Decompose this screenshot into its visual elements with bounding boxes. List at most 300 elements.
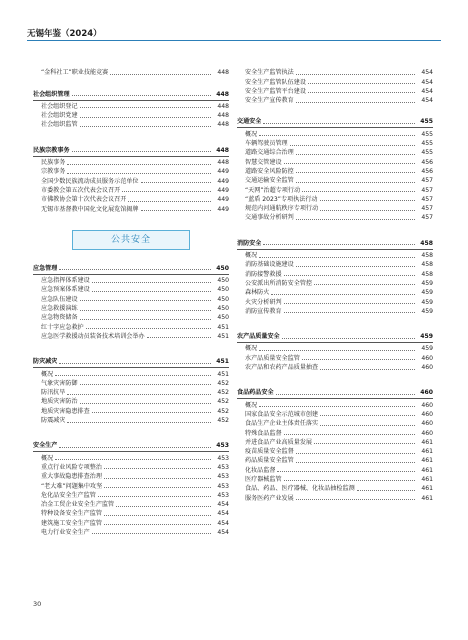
entry-page: 454 xyxy=(217,528,229,536)
dot-leader xyxy=(141,182,212,183)
toc-group xyxy=(33,264,229,537)
entry-title: 农产品和农药产品质量抽查 xyxy=(245,364,319,372)
entry-page: 448 xyxy=(217,121,229,129)
toc-entry xyxy=(237,260,433,269)
entry-page: 458 xyxy=(421,270,433,278)
entry-title: 应急指挥体系建设 xyxy=(41,277,90,285)
entry-title: 特种设备安全生产监管 xyxy=(41,510,102,518)
entry-title: 概况 xyxy=(245,130,258,138)
dot-leader xyxy=(104,478,211,479)
toc-entry xyxy=(237,87,433,96)
entry-page: 460 xyxy=(421,354,433,362)
toc-entry xyxy=(33,176,229,185)
entry-title: 食品生产企业主体责任落实 xyxy=(245,420,319,428)
entry-title: 重大事故隐患排查治理 xyxy=(41,473,102,481)
toc-section xyxy=(33,264,229,341)
toc-entry xyxy=(237,213,433,222)
dot-leader xyxy=(147,337,211,338)
dot-leader xyxy=(116,506,211,507)
toc-group xyxy=(33,89,229,213)
dot-leader xyxy=(290,145,415,146)
dot-leader xyxy=(284,163,415,164)
entry-title: 概况 xyxy=(245,345,258,353)
entry-page: 459 xyxy=(421,298,433,306)
entry-page: 461 xyxy=(421,475,433,483)
toc-entry xyxy=(237,176,433,185)
entry-title: 安全生产监管队伍建设 xyxy=(245,78,306,86)
entry-page: 460 xyxy=(421,420,433,428)
dot-leader xyxy=(320,415,415,416)
dot-leader xyxy=(104,468,211,469)
entry-page: 456 xyxy=(421,158,433,166)
toc-entry xyxy=(237,204,433,213)
dot-leader xyxy=(296,499,415,500)
entry-page: 459 xyxy=(421,289,433,297)
toc-section-heading xyxy=(237,238,433,247)
entry-title: 气象灾害防御 xyxy=(41,379,78,387)
entry-title: 医疗器械监管 xyxy=(245,475,282,483)
entry-title: 应急医学救援动员装备技术培训会举办 xyxy=(41,332,145,340)
toc-entry xyxy=(237,344,433,353)
entry-title: 水产品质量安全监管 xyxy=(245,354,300,362)
entry-title: 消防安全 xyxy=(237,239,262,247)
entry-title: “老大难”问题集中攻坚 xyxy=(41,482,103,490)
toc-entry xyxy=(33,453,229,462)
dot-leader xyxy=(296,102,415,103)
entry-page: 461 xyxy=(421,494,433,502)
toc-entry xyxy=(237,167,433,176)
entry-page: 452 xyxy=(217,407,229,415)
entry-title: 食品、药品、医疗器械、化妆品抽检监测 xyxy=(245,485,355,493)
toc-entry xyxy=(237,139,433,148)
section-heading-wrap xyxy=(33,145,229,156)
entry-title: 安全生产监管平台建设 xyxy=(245,87,306,95)
entry-title: 特殊食品监督 xyxy=(245,429,282,437)
toc-entry xyxy=(33,406,229,415)
toc-section xyxy=(237,332,433,372)
dot-leader xyxy=(86,328,211,329)
entry-page: 453 xyxy=(217,491,229,499)
entry-title: 社会组织监管 xyxy=(41,121,78,129)
entry-title: 公安派出所消防安全管控 xyxy=(245,279,313,287)
section-heading-wrap xyxy=(237,332,433,343)
entry-title: 应急救援演练 xyxy=(41,305,78,313)
entry-title: 服务医药产业发展 xyxy=(245,494,294,502)
entry-page: 457 xyxy=(421,177,433,185)
dot-leader xyxy=(80,403,211,404)
entry-page: 459 xyxy=(421,345,433,353)
dot-leader xyxy=(80,384,211,385)
dot-leader xyxy=(67,394,211,395)
toc-entry xyxy=(237,279,433,288)
dot-leader xyxy=(72,151,211,152)
entry-title: 应急预案体系建设 xyxy=(41,286,90,294)
toc-group xyxy=(237,117,433,502)
toc-entry xyxy=(237,465,433,474)
chapter-banner: 公共安全 xyxy=(72,230,190,250)
entry-title: 森林防火 xyxy=(245,289,270,297)
toc-entry xyxy=(237,251,433,260)
entry-page: 455 xyxy=(421,130,433,138)
entry-title: 社会组织党建 xyxy=(41,112,78,120)
dot-leader xyxy=(320,369,415,370)
entry-page: 453 xyxy=(217,454,229,462)
section-heading-wrap xyxy=(237,117,433,128)
toc-section xyxy=(237,117,433,222)
entry-page: 449 xyxy=(217,186,229,194)
running-header: 无锡年鉴（2024） xyxy=(27,29,102,39)
entry-page: 450 xyxy=(217,277,229,285)
entry-page: 460 xyxy=(421,410,433,418)
entry-title: 交通安全 xyxy=(237,118,262,126)
dot-leader xyxy=(296,182,415,183)
entry-title: 防汛抗旱 xyxy=(41,389,66,397)
toc-section xyxy=(237,68,433,105)
entry-page: 451 xyxy=(217,370,229,378)
entry-title: 智慧交管建设 xyxy=(245,158,282,166)
toc-entry xyxy=(33,313,229,322)
entry-page: 461 xyxy=(421,438,433,446)
toc-entry xyxy=(33,120,229,129)
toc-section-heading xyxy=(33,145,229,154)
entry-title: 安全生产监管执法 xyxy=(245,69,294,77)
entry-title: 社会组织管理 xyxy=(33,90,70,98)
entry-title: 概况 xyxy=(245,252,258,260)
entry-page: 450 xyxy=(216,264,229,272)
entry-title: 危化品安全生产监管 xyxy=(41,491,96,499)
entry-title: 电力行业安全生产 xyxy=(41,528,90,536)
dot-leader xyxy=(80,300,211,301)
toc-entry xyxy=(33,481,229,490)
entry-title: “金科社工”职业技能竞赛 xyxy=(41,69,109,77)
dot-leader xyxy=(296,266,415,267)
entry-title: 地质灾害隐患排查 xyxy=(41,407,90,415)
entry-page: 458 xyxy=(420,239,433,247)
toc-entry xyxy=(237,148,433,157)
dot-leader xyxy=(284,312,415,313)
toc-entry xyxy=(33,518,229,527)
entry-title: 建筑施工安全生产监管 xyxy=(41,519,102,527)
entry-page: 448 xyxy=(216,90,229,98)
entry-page: 456 xyxy=(421,167,433,175)
entry-title: 应急管理 xyxy=(33,264,58,272)
dot-leader xyxy=(55,375,211,376)
toc-section-heading xyxy=(237,117,433,126)
entry-page: 451 xyxy=(217,332,229,340)
dot-leader xyxy=(308,83,415,84)
dot-leader xyxy=(122,191,211,192)
dot-leader xyxy=(284,480,415,481)
dot-leader xyxy=(104,515,211,516)
entry-title: 火灾分析研判 xyxy=(245,298,282,306)
dot-leader xyxy=(80,310,211,311)
entry-page: 457 xyxy=(421,214,433,222)
toc-entry xyxy=(33,369,229,378)
entry-title: 农产品质量安全 xyxy=(237,333,280,341)
toc-entry xyxy=(33,167,229,176)
dot-leader xyxy=(282,338,415,339)
dot-leader xyxy=(128,201,211,202)
entry-page: 455 xyxy=(421,149,433,157)
dot-leader xyxy=(98,496,211,497)
toc-entry xyxy=(237,68,433,77)
section-heading-wrap xyxy=(237,238,433,249)
dot-leader xyxy=(67,173,211,174)
toc-entry xyxy=(33,528,229,537)
dot-leader xyxy=(277,471,415,472)
dot-leader xyxy=(320,200,415,201)
entry-page: 450 xyxy=(217,286,229,294)
dot-leader xyxy=(284,434,415,435)
entry-page: 460 xyxy=(421,364,433,372)
dot-leader xyxy=(92,412,211,413)
entry-page: 448 xyxy=(217,112,229,120)
entry-title: 规范内河通航秩序专项行动 xyxy=(245,205,319,213)
toc-entry xyxy=(33,204,229,213)
dot-leader xyxy=(357,490,415,491)
toc-entry xyxy=(33,388,229,397)
entry-page: 448 xyxy=(217,69,229,77)
toc-entry xyxy=(237,428,433,437)
entry-title: 应急队伍建设 xyxy=(41,295,78,303)
dot-leader xyxy=(259,350,415,351)
dot-leader xyxy=(92,533,211,534)
toc-entry xyxy=(237,456,433,465)
section-heading-wrap xyxy=(33,89,229,100)
dot-leader xyxy=(302,191,415,192)
entry-title: 重点行业风险专项整治 xyxy=(41,463,102,471)
entry-title: 社会组织登记 xyxy=(41,102,78,110)
toc-entry xyxy=(33,332,229,341)
toc-section-heading xyxy=(33,264,229,273)
dot-leader xyxy=(80,126,211,127)
entry-title: 民族宗教事务 xyxy=(33,146,70,154)
entry-title: 道路安全风险防控 xyxy=(245,167,294,175)
toc-entry xyxy=(237,353,433,362)
toc-section-heading xyxy=(33,441,229,450)
entry-title: 并进食品产业高质量发展 xyxy=(245,438,313,446)
dot-leader xyxy=(320,210,415,211)
dot-leader xyxy=(59,447,211,448)
entry-title: 化妆品监督 xyxy=(245,466,276,474)
dot-leader xyxy=(141,210,212,211)
dot-leader xyxy=(55,459,211,460)
entry-page: 452 xyxy=(217,379,229,387)
dot-leader xyxy=(296,453,415,454)
section-heading-wrap xyxy=(33,441,229,452)
dot-leader xyxy=(296,74,415,75)
dot-leader xyxy=(59,269,211,270)
entry-page: 452 xyxy=(217,417,229,425)
entry-title: 冶金工贸企业安全生产监管 xyxy=(41,501,115,509)
toc-entry xyxy=(237,363,433,372)
entry-page: 454 xyxy=(421,97,433,105)
entry-page: 450 xyxy=(217,305,229,313)
section-heading-wrap xyxy=(237,388,433,399)
dot-leader xyxy=(104,487,211,488)
entry-title: “蓝盾 2023”专项执法行动 xyxy=(245,195,318,203)
toc-entry xyxy=(237,288,433,297)
dot-leader xyxy=(308,92,415,93)
entry-title: 概况 xyxy=(41,454,54,462)
entry-page: 454 xyxy=(217,510,229,518)
entry-title: 市委教会第五次代表会议召开 xyxy=(41,186,121,194)
entry-title: 市佛教协会第十次代表会议召开 xyxy=(41,196,127,204)
entry-title: 药品质量安全监管 xyxy=(245,457,294,465)
toc-column-left xyxy=(33,68,229,553)
toc-section xyxy=(33,441,229,537)
dot-leader xyxy=(92,282,211,283)
entry-title: 疫苗质量安全监督 xyxy=(245,448,294,456)
toc-entry xyxy=(33,102,229,111)
entry-page: 450 xyxy=(217,295,229,303)
entry-page: 457 xyxy=(421,186,433,194)
entry-page: 461 xyxy=(421,485,433,493)
dot-leader xyxy=(80,319,211,320)
entry-page: 454 xyxy=(217,519,229,527)
toc-entry xyxy=(33,416,229,425)
entry-title: 防震减灾 xyxy=(41,417,66,425)
entry-title: 宗教事务 xyxy=(41,168,66,176)
entry-page: 448 xyxy=(217,159,229,167)
entry-page: 452 xyxy=(217,398,229,406)
entry-title: 安全生产 xyxy=(33,442,58,450)
toc-entry xyxy=(33,285,229,294)
toc-section xyxy=(237,238,433,315)
entry-page: 460 xyxy=(421,401,433,409)
entry-page: 454 xyxy=(421,78,433,86)
dot-leader xyxy=(72,95,211,96)
toc-section xyxy=(33,145,229,213)
dot-leader xyxy=(67,164,211,165)
entry-page: 458 xyxy=(421,261,433,269)
entry-page: 448 xyxy=(217,102,229,110)
entry-page: 453 xyxy=(217,463,229,471)
dot-leader xyxy=(259,406,415,407)
entry-page: 459 xyxy=(421,279,433,287)
toc-entry xyxy=(33,304,229,313)
header-rule xyxy=(27,40,441,41)
dot-leader xyxy=(296,219,415,220)
entry-title: 安全生产宣传教育 xyxy=(245,97,294,105)
entry-title: 全国少数民族流动成员服务示范单位 xyxy=(41,177,139,185)
dot-leader xyxy=(302,359,415,360)
toc-entry xyxy=(237,129,433,138)
entry-page: 454 xyxy=(217,501,229,509)
toc-entry xyxy=(237,195,433,204)
entry-page: 455 xyxy=(420,118,433,126)
dot-leader xyxy=(314,443,415,444)
toc-section-heading xyxy=(237,332,433,341)
entry-title: 概况 xyxy=(245,401,258,409)
toc-entry xyxy=(237,157,433,166)
entry-page: 458 xyxy=(421,252,433,260)
entry-page: 453 xyxy=(216,442,229,450)
toc-section xyxy=(33,357,229,425)
dot-leader xyxy=(296,154,415,155)
entry-page: 449 xyxy=(217,205,229,213)
section-heading-wrap xyxy=(33,264,229,275)
entry-page: 461 xyxy=(421,457,433,465)
dot-leader xyxy=(59,363,211,364)
toc-entry xyxy=(33,472,229,481)
entry-title: 红十字应急救护 xyxy=(41,323,84,331)
toc-entry xyxy=(33,322,229,331)
entry-title: 交通事故分析研判 xyxy=(245,214,294,222)
entry-title: “天网”治超专项行动 xyxy=(245,186,301,194)
entry-title: 交通运输安全监管 xyxy=(245,177,294,185)
entry-page: 460 xyxy=(420,389,433,397)
section-heading-wrap xyxy=(33,357,229,368)
entry-page: 461 xyxy=(421,448,433,456)
toc-entry xyxy=(237,185,433,194)
entry-title: 地质灾害防治 xyxy=(41,398,78,406)
toc-entry xyxy=(33,158,229,167)
entry-title: 车辆驾驶员管理 xyxy=(245,140,288,148)
toc-entry xyxy=(33,463,229,472)
toc-section-heading xyxy=(237,388,433,397)
entry-title: 道路交通综合治理 xyxy=(245,149,294,157)
entry-page: 453 xyxy=(217,473,229,481)
entry-title: 消防宣传教育 xyxy=(245,307,282,315)
toc-entry xyxy=(33,491,229,500)
toc-entry xyxy=(33,379,229,388)
dot-leader xyxy=(92,291,211,292)
dot-leader xyxy=(271,294,415,295)
entry-page: 454 xyxy=(421,87,433,95)
toc-section xyxy=(237,388,433,503)
dot-leader xyxy=(259,135,415,136)
toc-entry xyxy=(237,410,433,419)
toc-section xyxy=(33,89,229,129)
toc-column-right xyxy=(237,68,433,519)
entry-page: 461 xyxy=(421,466,433,474)
dot-leader xyxy=(320,425,415,426)
entry-page: 451 xyxy=(216,358,229,366)
dot-leader xyxy=(314,284,415,285)
entry-page: 455 xyxy=(421,140,433,148)
dot-leader xyxy=(104,524,211,525)
dot-leader xyxy=(284,303,415,304)
toc-entry xyxy=(237,447,433,456)
toc-entry xyxy=(33,397,229,406)
toc-entry xyxy=(237,484,433,493)
entry-page: 459 xyxy=(420,333,433,341)
entry-page: 453 xyxy=(217,482,229,490)
toc-entry xyxy=(237,438,433,447)
dot-leader xyxy=(296,462,415,463)
page-number: 30 xyxy=(33,600,42,608)
toc-section-heading xyxy=(33,89,229,98)
toc-entry xyxy=(237,307,433,316)
toc-entry xyxy=(33,276,229,285)
toc-entry xyxy=(237,297,433,306)
dot-leader xyxy=(67,422,211,423)
toc-entry xyxy=(237,96,433,105)
dot-leader xyxy=(80,107,211,108)
toc-entry xyxy=(237,419,433,428)
entry-page: 454 xyxy=(421,69,433,77)
dot-leader xyxy=(276,394,415,395)
entry-title: 消防基础设施建设 xyxy=(245,261,294,269)
toc-section-heading xyxy=(33,357,229,366)
entry-page: 452 xyxy=(217,389,229,397)
entry-title: 概况 xyxy=(41,370,54,378)
entry-page: 460 xyxy=(421,429,433,437)
entry-title: 无锡市基督教中国化文化展览馆揭牌 xyxy=(41,205,139,213)
entry-page: 449 xyxy=(217,177,229,185)
toc-section xyxy=(33,68,229,77)
